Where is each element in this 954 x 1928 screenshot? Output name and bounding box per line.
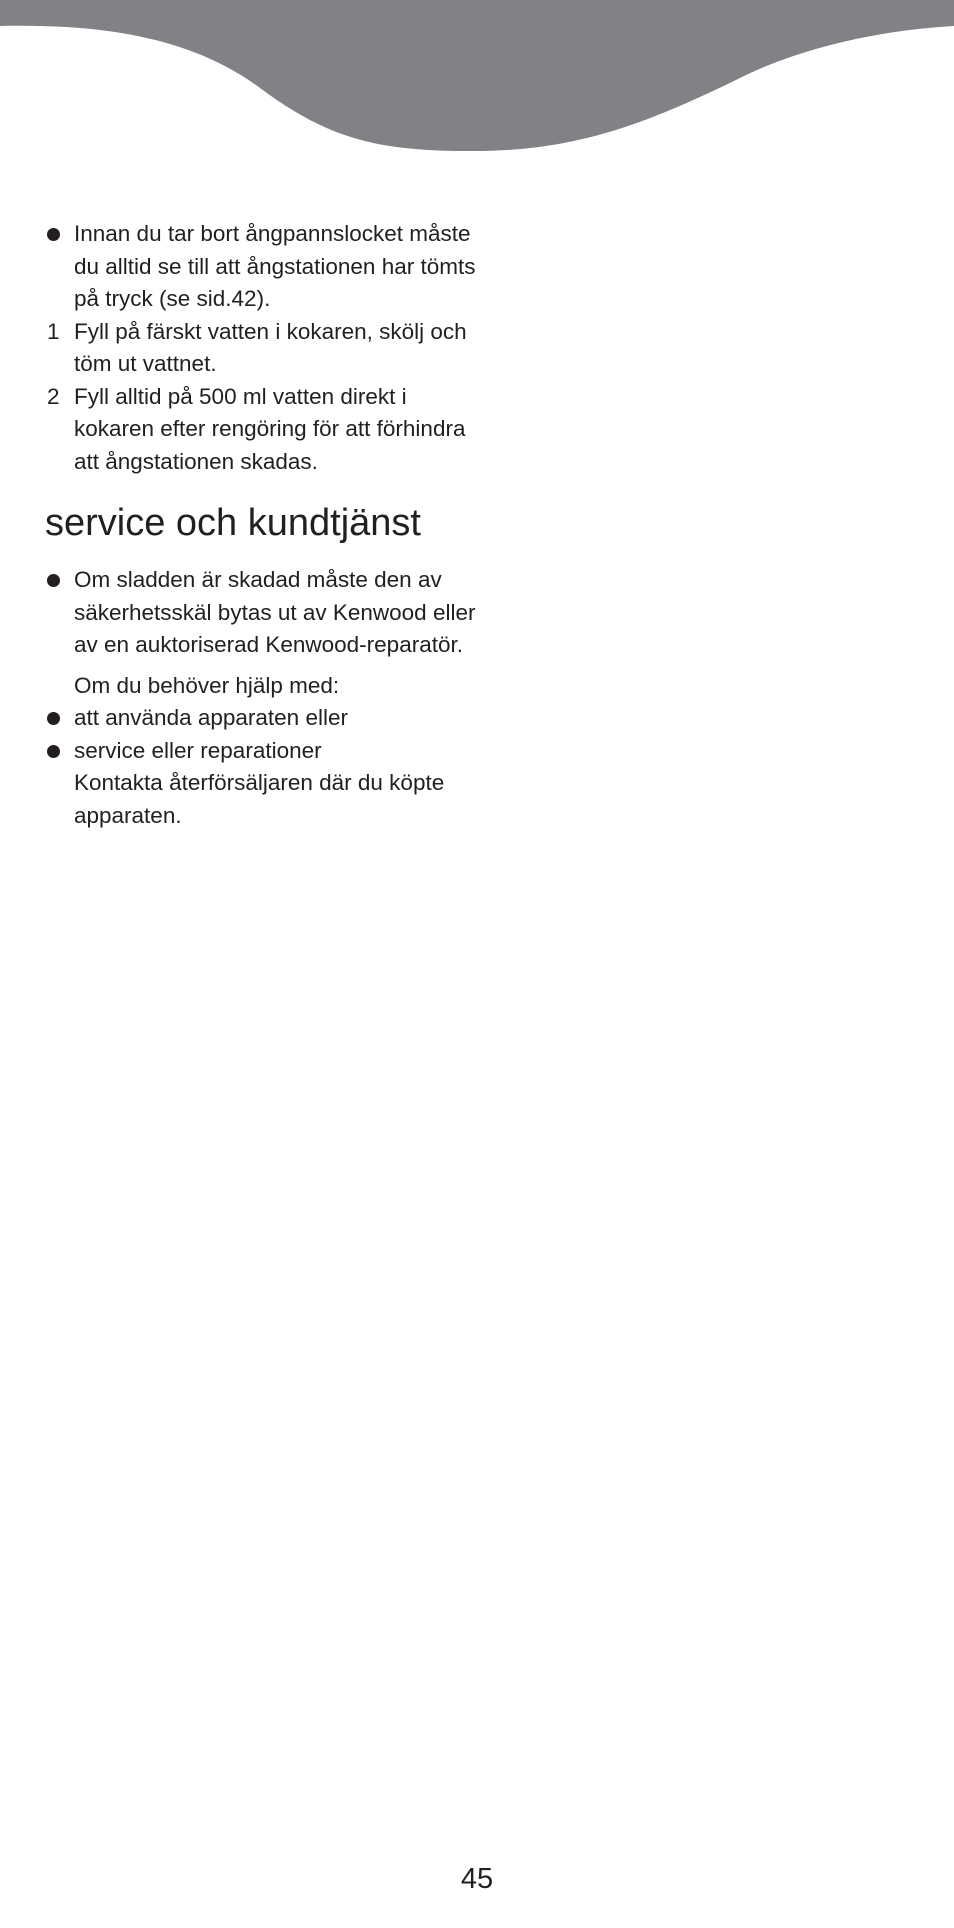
bullet-text: service eller reparationer (74, 737, 322, 763)
contact-text-block (45, 767, 485, 832)
step-text: Fyll alltid på 500 ml vatten direkt i kokaren efter rengöring för att förhindra att ångstationen skadas. (74, 383, 466, 474)
bullet-item (45, 564, 485, 662)
contact-text: Kontakta återförsäljaren där du köpte apparaten. (74, 770, 445, 828)
bullet-text: Om sladden är skadad måste den av säkerhetsskäl bytas ut av Kenwood eller av en auktoriserad Kenwood-reparatör. (74, 567, 476, 657)
bullet-icon (47, 574, 60, 587)
main-content (45, 218, 485, 832)
bullet-text: Innan du tar bort ångpannslocket måste du alltid se till att ångstationen har tömts på tryck (se sid.42). (74, 221, 476, 311)
header-wave-decoration (0, 0, 954, 160)
numbered-step (45, 316, 485, 381)
step-number: 1 (47, 318, 60, 344)
bullet-icon (47, 745, 60, 758)
page-number: 45 (460, 1863, 494, 1895)
help-intro: Om du behöver hjälp med: (74, 672, 340, 698)
numbered-step (45, 381, 485, 479)
step-number: 2 (47, 383, 60, 409)
bullet-icon (47, 228, 60, 241)
bullet-icon (47, 712, 60, 725)
step-text: Fyll på färskt vatten i kokaren, skölj och töm ut vattnet. (74, 318, 467, 376)
section-title: service och kundtjänst (45, 502, 421, 544)
bullet-text: att använda apparaten eller (74, 705, 348, 730)
bullet-item (45, 218, 485, 316)
bullet-item (45, 702, 485, 735)
bullet-item (45, 735, 485, 768)
